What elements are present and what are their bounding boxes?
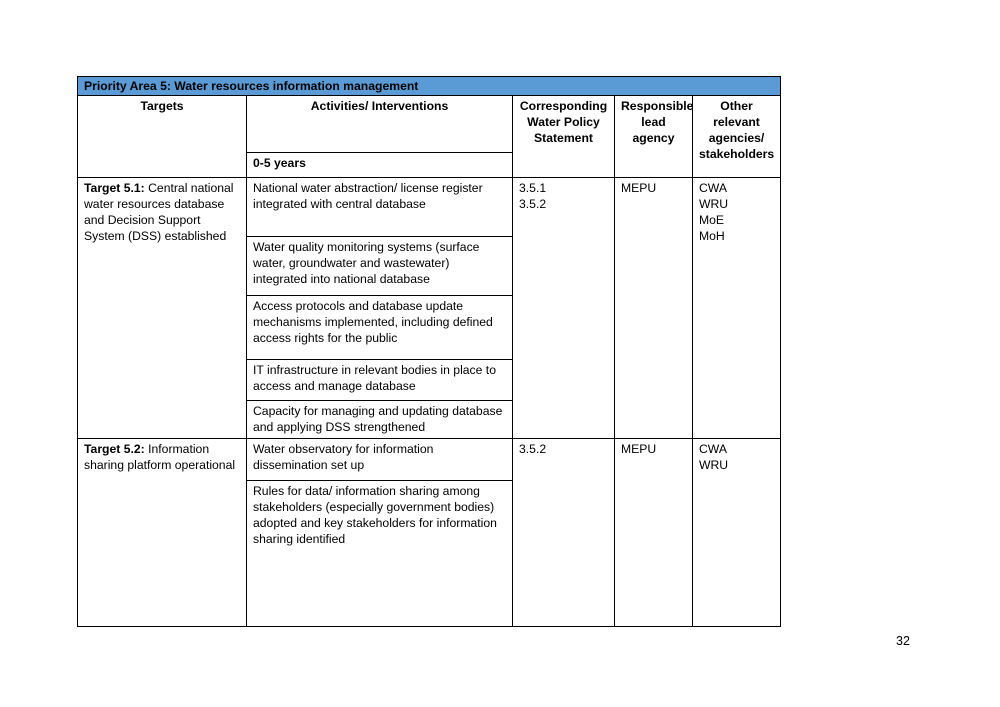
header-lead-agency: Responsible lead agency (615, 96, 693, 178)
page-number: 32 (896, 634, 910, 648)
activity-cell: National water abstraction/ license register integrated with central database (247, 178, 513, 237)
activity-cell: Rules for data/ information sharing among stakeholders (especially government bodies) adopted and key stakeholders for information sharing identified (247, 481, 513, 627)
policy-statement-cell (513, 439, 615, 627)
activity-cell: Water quality monitoring systems (surface water, groundwater and wastewater) integrated into national database (247, 237, 513, 296)
agency: CWA (699, 181, 727, 195)
priority-area-title: Priority Area 5: Water resources information management (78, 77, 781, 96)
header-row (78, 96, 781, 153)
policy-statement-cell (513, 178, 615, 439)
agency: WRU (699, 197, 729, 211)
target-text: Information sharing platform operational (84, 442, 236, 472)
header-targets: Targets (78, 96, 247, 178)
table-row (78, 439, 781, 481)
activity-cell: Capacity for managing and updating database and applying DSS strengthened (247, 401, 513, 439)
agency: WRU (699, 458, 729, 472)
activity-cell: Water observatory for information dissemination set up (247, 439, 513, 481)
agency: MoE (699, 213, 725, 227)
header-other-agencies: Other relevant agencies/ stakeholders (693, 96, 781, 178)
policy-statement: 3.5.1 (519, 181, 547, 195)
header-activities: Activities/ Interventions (247, 96, 513, 153)
other-agencies-cell (693, 178, 781, 439)
lead-agency-cell: MEPU (615, 178, 693, 439)
other-agencies-cell (693, 439, 781, 627)
lead-agency-cell: MEPU (615, 439, 693, 627)
agency: CWA (699, 442, 727, 456)
agency: MoH (699, 229, 725, 243)
activity-cell: Access protocols and database update mechanisms implemented, including defined access rights for the public (247, 296, 513, 360)
activity-cell: IT infrastructure in relevant bodies in place to access and manage database (247, 360, 513, 401)
policy-statement: 3.5.2 (519, 197, 547, 211)
header-policy-statement: Corresponding Water Policy Statement (513, 96, 615, 178)
target-text: Central national water resources database and Decision Support System (DSS) established (84, 181, 234, 243)
target-5-1-cell (78, 178, 247, 439)
target-label: Target 5.2: (84, 442, 145, 456)
priority-area-table (77, 76, 781, 627)
header-period: 0-5 years (247, 153, 513, 178)
target-label: Target 5.1: (84, 181, 145, 195)
table-row (78, 178, 781, 237)
banner-row (78, 77, 781, 96)
target-5-2-cell (78, 439, 247, 627)
policy-statement: 3.5.2 (519, 442, 547, 456)
